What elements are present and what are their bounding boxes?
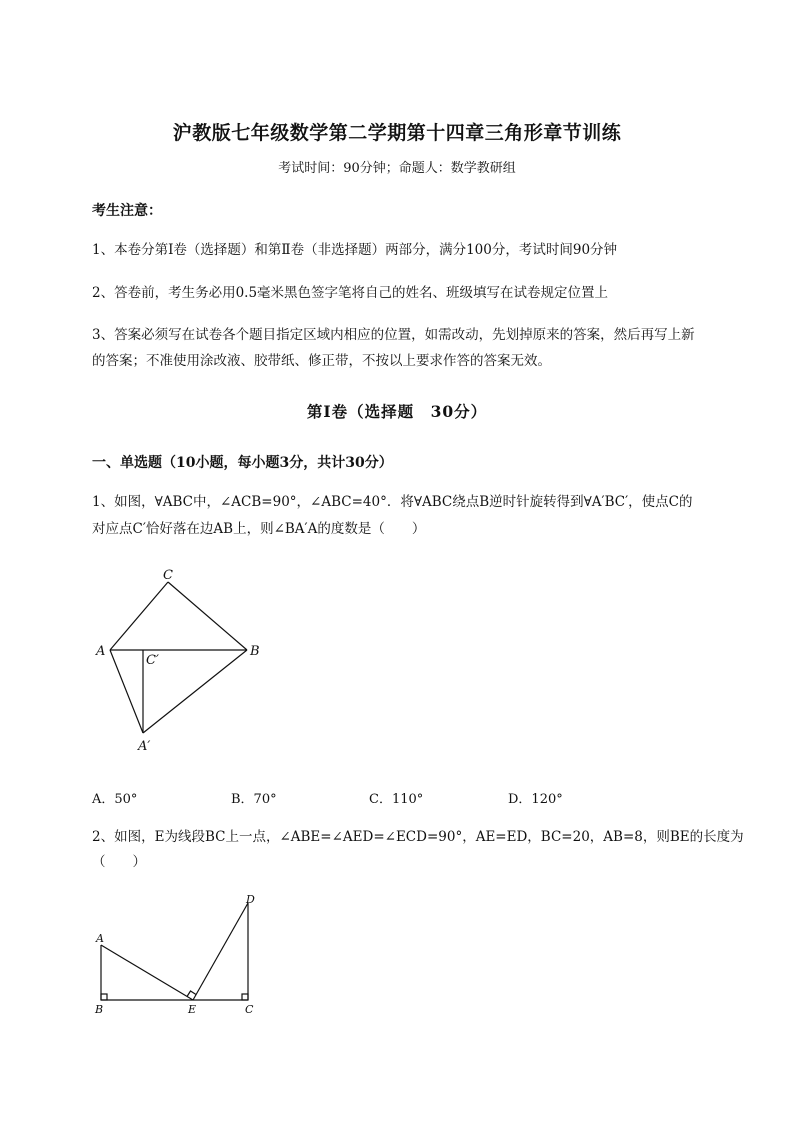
label-b: B — [250, 644, 260, 659]
label-d: D — [246, 893, 255, 906]
right-angle-mark-e — [187, 991, 196, 997]
segment-ae — [101, 945, 193, 1000]
label-c-prime: C′ — [146, 653, 159, 668]
question-1-figure — [90, 560, 270, 760]
label-c: C — [245, 1003, 254, 1016]
label-a-prime: A′ — [138, 739, 151, 754]
segment-cb — [168, 582, 247, 650]
notice-heading: 考生注意： — [92, 203, 162, 219]
right-angle-mark-b — [101, 994, 107, 1000]
notice-item-2: 2、答卷前，考生务必用0.5毫米黑色签字笔将自己的姓名、班级填写在试卷规定位置上 — [92, 285, 609, 301]
page-title: 沪教版七年级数学第二学期第十四章三角形章节训练 — [172, 122, 622, 144]
section-title: 第I卷（选择题 30分） — [306, 402, 488, 421]
question-2-figure — [88, 890, 268, 1020]
question-1-line-1: 1、如图，∀ABC中，∠ACB=90°，∠ABC=40°．将∀ABC绕点B逆时针旋转得到∀A′BC′，使点C的 — [92, 494, 693, 510]
question-2-line-2: （ ） — [92, 854, 146, 870]
right-angle-mark-c — [242, 994, 248, 1000]
segment-ac — [110, 582, 168, 650]
question-1-option-d[interactable]: D．120° — [508, 792, 563, 807]
question-1-option-a[interactable]: A．50° — [92, 792, 138, 807]
label-a: A — [96, 644, 106, 659]
notice-item-3-line-2: 的答案；不准使用涂改液、胶带纸、修正带，不按以上要求作答的答案无效。 — [92, 353, 551, 369]
label-b: B — [95, 1003, 104, 1016]
label-e: E — [188, 1003, 197, 1016]
notice-item-3-line-1: 3、答案必须写在试卷各个题目指定区域内相应的位置，如需改动，先划掉原来的答案，然后再写上新 — [92, 327, 695, 343]
label-a: A — [96, 932, 104, 945]
part-heading: 一、单选题（10小题，每小题3分，共计30分） — [92, 455, 393, 471]
question-1-option-b[interactable]: B．70° — [231, 792, 277, 807]
segment-a-a-prime — [110, 650, 143, 733]
label-c: C — [163, 568, 173, 583]
segment-ed — [193, 903, 248, 1000]
exam-subtitle: 考试时间：90分钟；命题人：数学教研组 — [278, 161, 516, 176]
question-2-line-1: 2、如图，E为线段BC上一点，∠ABE=∠AED=∠ECD=90°，AE=ED，BC=20，AB=8，则BE的长度为 — [92, 829, 744, 845]
question-1-option-c[interactable]: C．110° — [369, 792, 424, 807]
notice-item-1: 1、本卷分第I卷（选择题）和第Ⅱ卷（非选择题）两部分，满分100分，考试时间90分钟 — [92, 242, 618, 258]
question-1-line-2: 对应点C′恰好落在边AB上，则∠BA′A的度数是（ ） — [92, 521, 426, 537]
